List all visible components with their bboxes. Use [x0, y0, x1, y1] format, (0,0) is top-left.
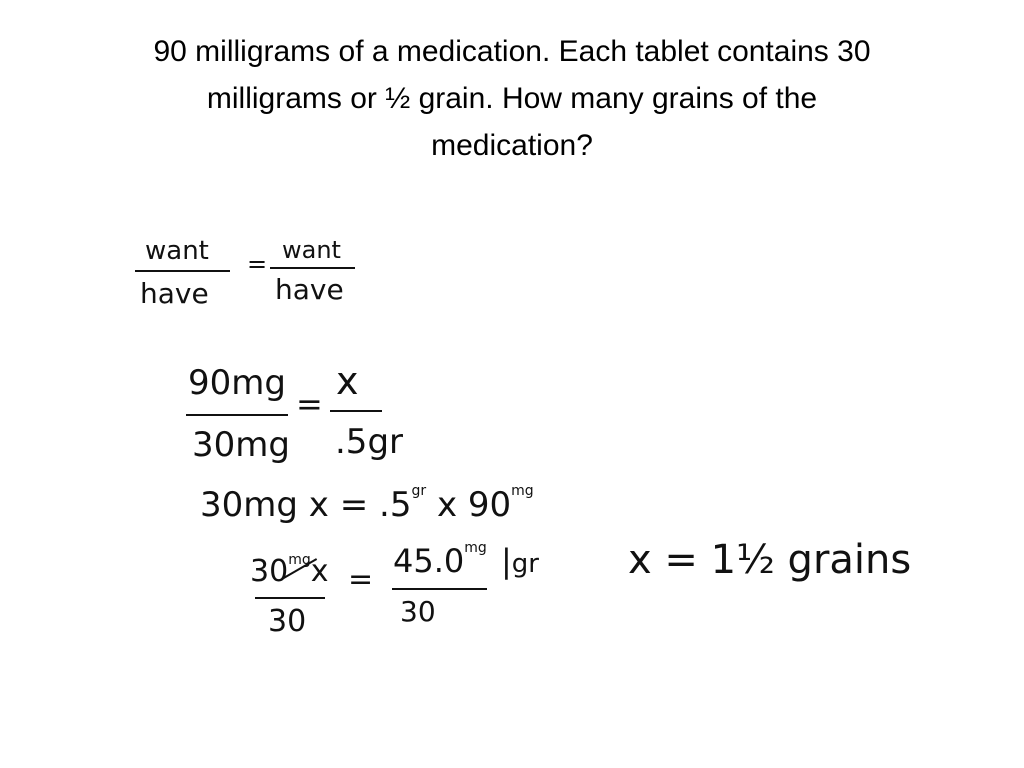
divide-right-numerator-suffix: gr — [511, 549, 539, 579]
cross-multiply-right-b: 90 — [467, 485, 512, 525]
formula-right-fraction-bar — [270, 267, 355, 269]
divide-right-fraction-bar — [392, 588, 487, 590]
proportion-equals: = — [296, 385, 323, 423]
title-line-3: medication? — [431, 129, 593, 162]
proportion-left-denominator: 30mg — [192, 425, 290, 465]
cross-multiply-left: 30mg x — [200, 485, 329, 525]
divide-left-numerator-unit: mg — [288, 552, 311, 568]
title-line-1: 90 milligrams of a medication. Each tablet contains 30 — [153, 35, 871, 68]
formula-left-denominator: have — [140, 277, 209, 310]
divide-left-numerator — [250, 552, 329, 589]
slide-title — [40, 28, 984, 169]
proportion-left-fraction-bar — [186, 414, 288, 416]
formula-right-denominator: have — [275, 273, 344, 306]
divide-right-numerator: $45.0^{mg}$ |gr — [393, 540, 539, 580]
final-answer: x = 1½ grains — [628, 537, 912, 583]
divide-equals: = — [348, 562, 374, 597]
proportion-left-numerator: 90mg — [188, 363, 286, 403]
cross-multiply-equation — [200, 483, 534, 525]
divide-right-numerator-value: 45.0 — [393, 542, 465, 580]
divide-right-numerator-unit: mg — [464, 540, 487, 556]
proportion-right-fraction-bar — [330, 410, 382, 412]
proportion-right-numerator: x — [336, 359, 359, 403]
cross-multiply-right-a: .5 — [379, 485, 412, 525]
divide-right-denominator: 30 — [400, 595, 436, 628]
divide-left-fraction-bar — [255, 597, 325, 599]
formula-left-numerator: want — [145, 236, 209, 266]
title-line-2: milligrams or ½ grain. How many grains of the — [206, 82, 818, 115]
divide-left-denominator: 30 — [268, 604, 307, 639]
cross-multiply-times: x — [436, 485, 458, 525]
formula-left-fraction-bar — [135, 270, 230, 272]
divide-left-numerator-var: x — [310, 554, 329, 589]
cross-multiply-equals: = — [339, 485, 369, 525]
formula-right-numerator: want — [282, 236, 341, 264]
formula-equals: = — [247, 250, 268, 278]
divide-left-numerator-value: 30 — [250, 554, 289, 589]
proportion-right-denominator: .5gr — [335, 422, 403, 462]
cross-multiply-right-b-unit: mg — [511, 483, 534, 499]
cross-multiply-right-a-unit: gr — [411, 483, 427, 499]
